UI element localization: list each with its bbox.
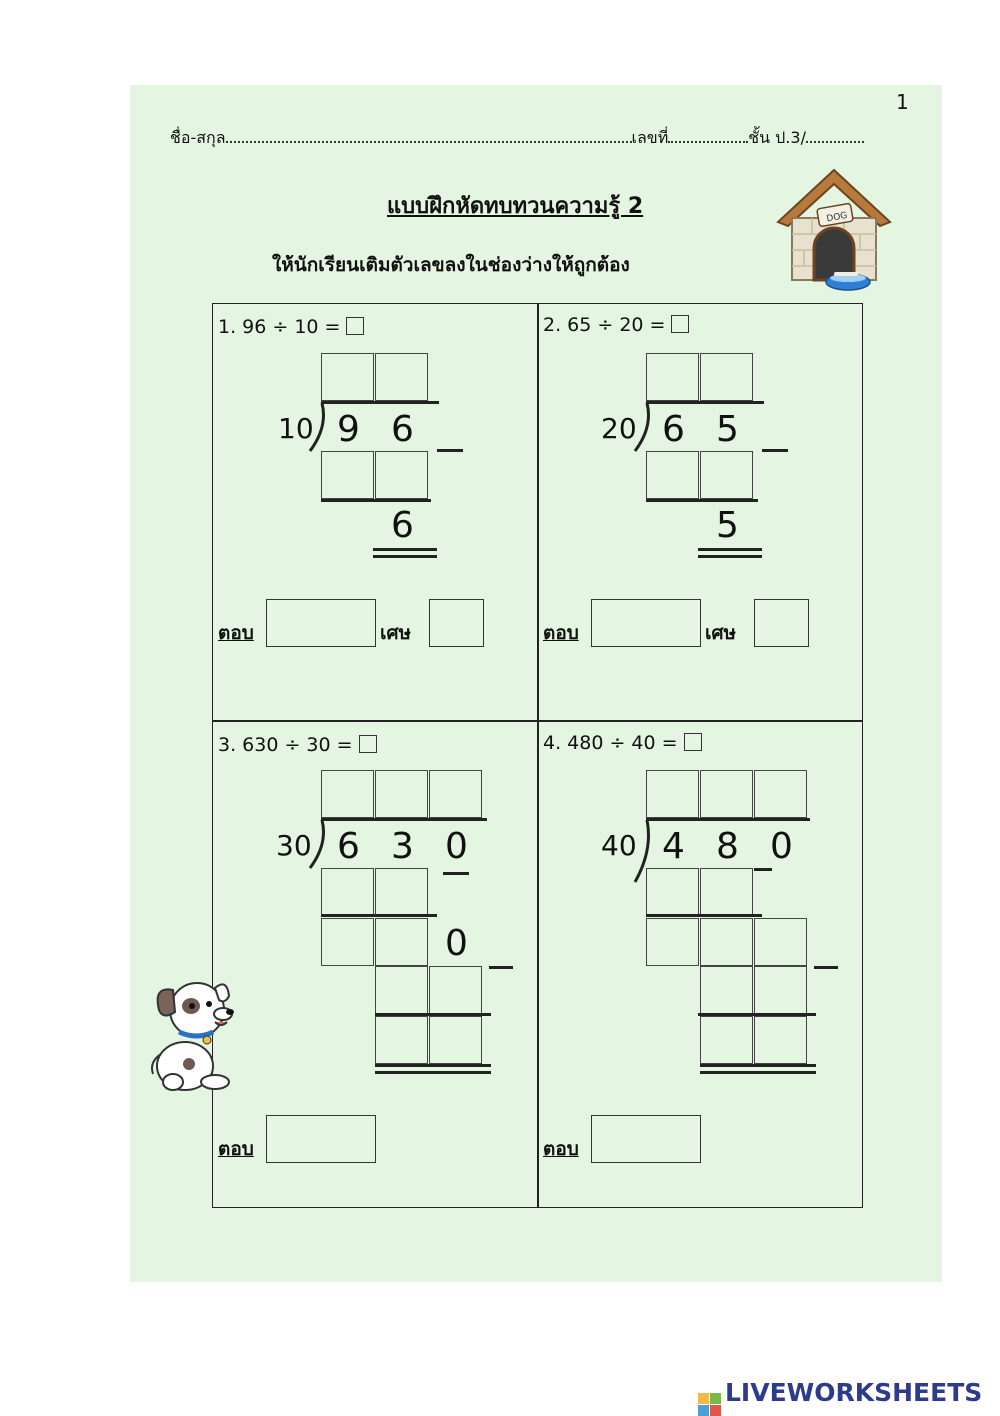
p4-dividend-digit-1: 4 bbox=[662, 826, 685, 867]
p4-remainder-ones-box[interactable] bbox=[754, 1016, 807, 1064]
p1-remainder-box[interactable] bbox=[429, 599, 484, 647]
p3-step1-diff-tens-box[interactable] bbox=[321, 918, 374, 966]
p2-divisor: 20 bbox=[601, 412, 637, 445]
name-label: ชื่อ-สกุล bbox=[170, 128, 226, 147]
p4-step1-diff-ones-box[interactable] bbox=[700, 918, 753, 966]
p3-minus-sign bbox=[489, 966, 513, 969]
student-info-line bbox=[170, 126, 864, 151]
p1-division-bracket bbox=[306, 401, 328, 453]
p3-dividend-digit-1: 6 bbox=[337, 826, 360, 867]
p4-divisor: 40 bbox=[601, 829, 637, 862]
p2-dividend-digit-2: 5 bbox=[716, 409, 739, 450]
problem-4-label bbox=[543, 732, 702, 754]
p3-quotient-tens-box[interactable] bbox=[375, 770, 428, 818]
p3-remainder-tens-box[interactable] bbox=[375, 1016, 428, 1064]
p3-quotient-ones-box[interactable] bbox=[429, 770, 482, 818]
p2-remainder-box[interactable] bbox=[754, 599, 809, 647]
p2-remainder-label: เศษ bbox=[705, 622, 737, 644]
p3-quotient-hundreds-box[interactable] bbox=[321, 770, 374, 818]
p3-step2-product-ones-box[interactable] bbox=[429, 966, 482, 1014]
p3-dividend-digit-3: 0 bbox=[445, 826, 468, 867]
p3-step1-product-tens-box[interactable] bbox=[321, 868, 374, 916]
p1-quotient-tens-box[interactable] bbox=[321, 353, 374, 401]
problem-3-label bbox=[218, 734, 377, 756]
p2-quotient-ones-box[interactable] bbox=[700, 353, 753, 401]
p3-step1-product-ones-box[interactable] bbox=[375, 868, 428, 916]
p4-dividend-digit-3: 0 bbox=[770, 826, 793, 867]
p4-step1-diff-tens-box[interactable] bbox=[646, 918, 699, 966]
doghouse-sign-text: DOG bbox=[825, 210, 849, 225]
p4-quotient-tens-box[interactable] bbox=[700, 770, 753, 818]
p4-quotient-ones-box[interactable] bbox=[754, 770, 807, 818]
p4-dividend-digit-2: 8 bbox=[716, 826, 739, 867]
brand-text: LIVEWORKSHEETS bbox=[725, 1378, 983, 1407]
p1-remainder-label: เศษ bbox=[380, 622, 412, 644]
grid-divider-horizontal bbox=[212, 720, 863, 722]
p2-final-line-2 bbox=[698, 555, 762, 558]
p1-divisor: 10 bbox=[278, 412, 314, 445]
p1-dividend-digit-2: 6 bbox=[391, 409, 414, 450]
p4-answer-label: ตอบ bbox=[543, 1138, 579, 1160]
p2-final-line-1 bbox=[698, 548, 762, 551]
name-blank[interactable] bbox=[226, 127, 632, 143]
problem-2-label bbox=[543, 314, 689, 336]
p4-step1-product-tens-box[interactable] bbox=[646, 868, 699, 916]
problem-1-label bbox=[218, 316, 364, 338]
p4-bring-down-box[interactable] bbox=[754, 918, 807, 966]
p4-remainder-tens-box[interactable] bbox=[700, 1016, 753, 1064]
puppy-illustration bbox=[145, 970, 241, 1094]
p4-minus-sign-1 bbox=[754, 868, 772, 871]
p3-answer-label: ตอบ bbox=[218, 1138, 254, 1160]
p3-division-bracket bbox=[306, 818, 328, 870]
p1-dividend-digit-1: 9 bbox=[337, 409, 360, 450]
p1-final-line-2 bbox=[373, 555, 437, 558]
instruction-text: ให้นักเรียนเติมตัวเลขลงในช่องว่างให้ถูกต้อง bbox=[272, 254, 630, 276]
p2-quotient-tens-box[interactable] bbox=[646, 353, 699, 401]
p2-answer-label: ตอบ bbox=[543, 622, 579, 644]
number-blank[interactable] bbox=[668, 127, 748, 143]
p3-step1-subtraction-line bbox=[321, 914, 437, 917]
grid-divider-vertical bbox=[537, 303, 539, 1208]
p1-division-bar bbox=[321, 401, 439, 404]
class-label: ชั้น ป.3/ bbox=[748, 128, 806, 147]
p2-answer-box[interactable] bbox=[591, 599, 701, 647]
problem-4-text: 4. 480 ÷ 40 = bbox=[543, 732, 678, 754]
p3-step1-diff-ones-box[interactable] bbox=[375, 918, 428, 966]
worksheet-title: แบบฝึกหัดทบทวนความรู้ 2 bbox=[387, 194, 644, 219]
problem-1-text: 1. 96 ÷ 10 = bbox=[218, 316, 341, 338]
p2-product-tens-box[interactable] bbox=[646, 451, 699, 499]
p3-final-line-2 bbox=[375, 1071, 491, 1074]
p4-quotient-hundreds-box[interactable] bbox=[646, 770, 699, 818]
class-blank[interactable] bbox=[806, 127, 864, 143]
liveworksheets-logo bbox=[698, 1378, 982, 1416]
p4-final-line-2 bbox=[700, 1071, 816, 1074]
p2-division-bracket bbox=[631, 401, 653, 453]
problem-3-text: 3. 630 ÷ 30 = bbox=[218, 734, 353, 756]
p4-final-line-1 bbox=[700, 1064, 816, 1067]
p1-quotient-ones-box[interactable] bbox=[375, 353, 428, 401]
p2-subtraction-line bbox=[646, 499, 758, 502]
p1-final-line-1 bbox=[373, 548, 437, 551]
p1-product-tens-box[interactable] bbox=[321, 451, 374, 499]
p4-minus-sign-2 bbox=[814, 966, 838, 969]
problem-2-result-box[interactable] bbox=[671, 315, 689, 333]
p3-step2-product-tens-box[interactable] bbox=[375, 966, 428, 1014]
p3-remainder-ones-box[interactable] bbox=[429, 1016, 482, 1064]
p3-divisor: 30 bbox=[276, 829, 312, 862]
problem-4-result-box[interactable] bbox=[684, 733, 702, 751]
p4-step1-subtraction-line bbox=[646, 914, 762, 917]
page-number: 1 bbox=[896, 90, 909, 114]
p3-digit-underline bbox=[443, 872, 469, 875]
p1-remainder-digit: 6 bbox=[391, 505, 414, 546]
number-label: เลขที่ bbox=[631, 128, 669, 147]
p1-answer-label: ตอบ bbox=[218, 622, 254, 644]
p2-dividend-digit-1: 6 bbox=[662, 409, 685, 450]
p3-answer-box[interactable] bbox=[266, 1115, 376, 1163]
p1-answer-box[interactable] bbox=[266, 599, 376, 647]
p3-dividend-digit-2: 3 bbox=[391, 826, 414, 867]
p4-division-bar bbox=[646, 818, 810, 821]
problem-3-result-box[interactable] bbox=[359, 735, 377, 753]
p1-minus-sign bbox=[437, 449, 463, 452]
p1-product-ones-box[interactable] bbox=[375, 451, 428, 499]
p3-division-bar bbox=[321, 818, 487, 821]
p2-division-bar bbox=[646, 401, 764, 404]
p1-subtraction-line bbox=[321, 499, 431, 502]
p2-product-ones-box[interactable] bbox=[700, 451, 753, 499]
doghouse-illustration bbox=[774, 166, 894, 294]
p3-final-line-1 bbox=[375, 1064, 491, 1067]
p4-step2-product-ones-box[interactable] bbox=[754, 966, 807, 1014]
p4-step1-product-ones-box[interactable] bbox=[700, 868, 753, 916]
p4-answer-box[interactable] bbox=[591, 1115, 701, 1163]
problem-2-text: 2. 65 ÷ 20 = bbox=[543, 314, 666, 336]
p3-bring-down-digit: 0 bbox=[445, 923, 468, 964]
p2-remainder-digit: 5 bbox=[716, 505, 739, 546]
p4-step2-product-tens-box[interactable] bbox=[700, 966, 753, 1014]
problem-1-result-box[interactable] bbox=[346, 317, 364, 335]
p2-minus-sign bbox=[762, 449, 788, 452]
